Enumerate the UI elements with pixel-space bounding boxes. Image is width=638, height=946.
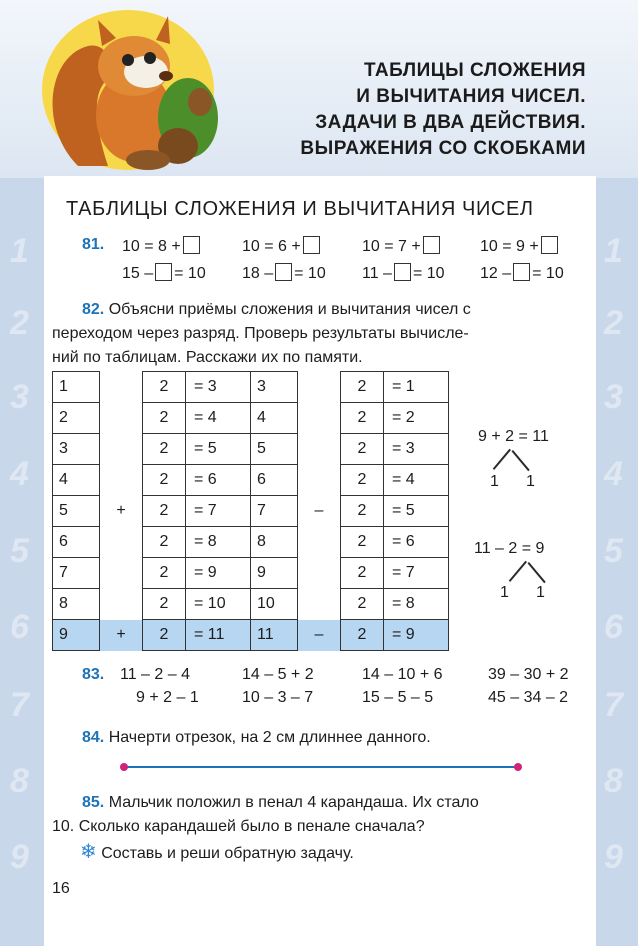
answer-box[interactable] <box>513 263 530 281</box>
table-cell <box>100 465 143 496</box>
margin-digit: 2 <box>10 304 29 342</box>
table-cell: = 10 <box>186 589 251 620</box>
table-cell: = 5 <box>384 496 449 527</box>
table-cell: 4 <box>251 403 298 434</box>
table-cell: 2 <box>143 403 186 434</box>
equation: 12 – = 10 <box>480 265 564 282</box>
table-cell <box>298 558 341 589</box>
table-row <box>53 403 449 434</box>
exercise-text: 82. Объясни приёмы сложения и вычитания чисел с <box>82 301 471 318</box>
table-cell: = 7 <box>186 496 251 527</box>
table-cell: 1 <box>53 372 100 403</box>
exercise-text: ний по таблицам. Расскажи их по памяти. <box>52 349 363 366</box>
chapter-title-line: ТАБЛИЦЫ СЛОЖЕНИЯ <box>363 60 586 81</box>
table-cell <box>100 589 143 620</box>
snowflake-icon: ❄ <box>80 841 97 863</box>
squirrel-mascot-icon <box>38 6 218 174</box>
table-cell: = 7 <box>384 558 449 589</box>
table-cell: 2 <box>143 620 186 651</box>
expression: 14 – 5 + 2 <box>242 666 314 683</box>
table-cell: 2 <box>143 527 186 558</box>
table-cell <box>100 558 143 589</box>
exercise-number: 83. <box>82 666 105 683</box>
margin-digit: 4 <box>10 455 29 493</box>
margin-digit: 3 <box>604 378 623 416</box>
answer-box[interactable] <box>423 236 440 254</box>
table-cell: = 3 <box>186 372 251 403</box>
table-cell: – <box>314 502 324 519</box>
given-segment <box>124 766 518 768</box>
equation: 10 = 9 + <box>480 236 560 256</box>
table-cell: 2 <box>341 496 384 527</box>
table-cell: 2 <box>143 558 186 589</box>
table-cell <box>298 527 341 558</box>
table-cell: 2 <box>143 434 186 465</box>
equation: 10 = 6 + <box>242 236 322 256</box>
table-cell: 5 <box>53 496 100 527</box>
table-cell: 2 <box>143 372 186 403</box>
table-cell <box>100 527 143 558</box>
margin-digit: 5 <box>10 532 29 570</box>
segment-endpoint <box>120 763 128 771</box>
table-cell <box>298 589 341 620</box>
answer-box[interactable] <box>303 236 320 254</box>
table-cell: 4 <box>53 465 100 496</box>
table-cell <box>298 403 341 434</box>
table-cell: 2 <box>341 589 384 620</box>
table-cell: 7 <box>53 558 100 589</box>
expression: 45 – 34 – 2 <box>488 689 569 706</box>
table-cell: + <box>100 620 143 651</box>
table-cell: 2 <box>341 527 384 558</box>
table-cell: 2 <box>143 465 186 496</box>
answer-box[interactable] <box>275 263 292 281</box>
table-cell: 2 <box>341 465 384 496</box>
table-cell <box>100 403 143 434</box>
answer-box[interactable] <box>394 263 411 281</box>
table-cell: 2 <box>53 403 100 434</box>
chapter-title-line: ВЫРАЖЕНИЯ СО СКОБКАМИ <box>300 138 586 159</box>
margin-digit: 1 <box>604 232 623 270</box>
expression: 11 – 2 – 4 <box>120 666 190 683</box>
margin-digit: 7 <box>10 686 29 724</box>
exercise-text: 10. Сколько карандашей было в пенале сначала? <box>52 818 425 835</box>
chapter-title-line: ЗАДАЧИ В ДВА ДЕЙСТВИЯ. <box>315 112 586 133</box>
table-cell <box>100 434 143 465</box>
exercise-text: переходом через разряд. Проверь результаты вычисле- <box>52 325 469 342</box>
table-cell: 8 <box>251 527 298 558</box>
margin-digit: 7 <box>604 686 623 724</box>
table-cell: 2 <box>341 372 384 403</box>
diagram-part: 1 <box>536 584 545 601</box>
exercise-number: 81. <box>82 236 105 253</box>
section-title: ТАБЛИЦЫ СЛОЖЕНИЯ И ВЫЧИТАНИЯ ЧИСЕЛ <box>66 198 534 220</box>
equation: 18 – = 10 <box>242 265 326 282</box>
margin-digit: 9 <box>10 838 29 876</box>
table-cell: 9 <box>251 558 298 589</box>
table-row <box>53 496 449 527</box>
table-cell: 2 <box>341 558 384 589</box>
table-cell: = 6 <box>186 465 251 496</box>
margin-digit: 8 <box>604 762 623 800</box>
page-number: 16 <box>52 880 70 897</box>
table-cell: 9 <box>53 620 100 651</box>
chapter-title <box>300 58 586 162</box>
table-row <box>53 434 449 465</box>
table-cell: – <box>298 620 341 651</box>
answer-box[interactable] <box>183 236 200 254</box>
equation: 10 = 7 + <box>362 236 442 256</box>
table-cell: 11 <box>251 620 298 651</box>
margin-digit: 6 <box>10 608 29 646</box>
table-row <box>53 372 449 403</box>
margin-digit: 8 <box>10 762 29 800</box>
table-row <box>53 465 449 496</box>
diagram-equation: 11 – 2 = 9 <box>474 540 545 557</box>
equation: 11 – = 10 <box>362 265 445 282</box>
table-cell: 2 <box>143 589 186 620</box>
table-cell: 7 <box>251 496 298 527</box>
expression: 9 + 2 – 1 <box>136 689 199 706</box>
margin-digit: 6 <box>604 608 623 646</box>
expression: 39 – 30 + 2 <box>488 666 569 683</box>
margin-digit: 2 <box>604 304 623 342</box>
margin-digit: 5 <box>604 532 623 570</box>
margin-digit: 3 <box>10 378 29 416</box>
table-cell <box>298 465 341 496</box>
table-cell: = 6 <box>384 527 449 558</box>
table-cell: = 3 <box>384 434 449 465</box>
table-cell: 2 <box>143 496 186 527</box>
table-cell: 2 <box>341 620 384 651</box>
diagram-equation: 9 + 2 = 11 <box>478 428 549 445</box>
diagram-part: 1 <box>490 473 499 490</box>
diagram-part: 1 <box>500 584 509 601</box>
exercise-text: ❄ Составь и реши обратную задачу. <box>80 841 354 863</box>
table-cell: = 5 <box>186 434 251 465</box>
table-cell: = 4 <box>186 403 251 434</box>
expression: 10 – 3 – 7 <box>242 689 314 706</box>
table-cell: = 1 <box>384 372 449 403</box>
exercise-text: 84. Начерти отрезок, на 2 см длиннее данного. <box>82 729 431 746</box>
table-cell: = 4 <box>384 465 449 496</box>
table-row <box>53 589 449 620</box>
chapter-title-line: И ВЫЧИТАНИЯ ЧИСЕЛ. <box>356 86 586 107</box>
table-cell <box>298 434 341 465</box>
table-cell: 8 <box>53 589 100 620</box>
table-cell: = 8 <box>186 527 251 558</box>
table-cell: 6 <box>53 527 100 558</box>
table-cell <box>298 372 341 403</box>
table-cell: 2 <box>341 403 384 434</box>
table-cell: + <box>116 502 126 519</box>
table-cell: 10 <box>251 589 298 620</box>
addition-subtraction-table <box>52 371 449 651</box>
table-cell: 2 <box>341 434 384 465</box>
table-cell <box>100 372 143 403</box>
table-cell: = 9 <box>384 620 449 651</box>
diagram-part: 1 <box>526 473 535 490</box>
exercise-text: 85. Мальчик положил в пенал 4 карандаша. Их стало <box>82 794 479 811</box>
table-cell: 5 <box>251 434 298 465</box>
table-cell: 3 <box>53 434 100 465</box>
table-cell: 6 <box>251 465 298 496</box>
table-cell: = 11 <box>186 620 251 651</box>
table-cell: 3 <box>251 372 298 403</box>
table-row <box>53 620 449 651</box>
answer-box[interactable] <box>155 263 172 281</box>
expression: 15 – 5 – 5 <box>362 689 434 706</box>
answer-box[interactable] <box>541 236 558 254</box>
margin-digit: 9 <box>604 838 623 876</box>
margin-digit: 4 <box>604 455 623 493</box>
margin-digit: 1 <box>10 232 29 270</box>
equation: 15 – = 10 <box>122 265 206 282</box>
table-cell: = 2 <box>384 403 449 434</box>
table-row <box>53 558 449 589</box>
table-cell: = 8 <box>384 589 449 620</box>
expression: 14 – 10 + 6 <box>362 666 443 683</box>
table-cell: = 9 <box>186 558 251 589</box>
segment-endpoint <box>514 763 522 771</box>
equation: 10 = 8 + <box>122 236 202 256</box>
table-row <box>53 527 449 558</box>
